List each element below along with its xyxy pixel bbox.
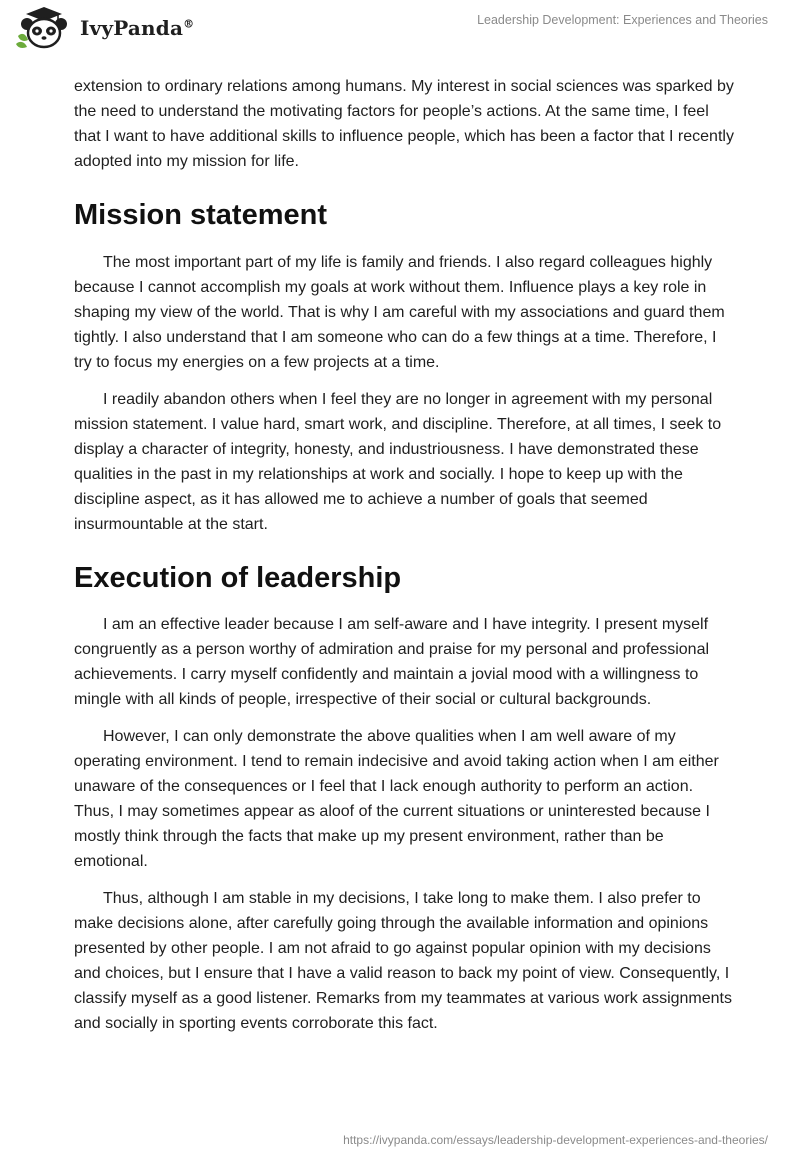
essay-content [74,70,734,1036]
logo-text: IvyPanda® [80,16,195,40]
panda-logo-icon [14,6,72,50]
paragraph: Thus, although I am stable in my decisions, I take long to make them. I also prefer to make decisions alone, after carefully going through the available information and opinions presented by other people. I am not afraid to go against popular opinion with my decisions and choices, but I ensure that I have a valid reason to back my point of view. Consequently, I classify myself as a good listener. Remarks from my teammates at various work assignments and socially in sporting events corroborate this fact. [74,890,732,1032]
paragraph: The most important part of my life is family and friends. I also regard colleagues highly because I cannot accomplish my goals at work without them. Influence plays a key role in shaping my view of the world. That is why I am careful with my associations and guard them tightly. I also understand that I am someone who can do a few things at a time. Therefore, I try to focus my energies on a few projects at a time. [74,254,725,371]
paragraph: I am an effective leader because I am self-aware and I have integrity. I present myself congruently as a person worthy of admiration and praise for my personal and professional achievements. I carry myself confidently and maintain a jovial mood with a willingness to mingle with all kinds of people, irrespective of their social or cultural backgrounds. [74,616,710,708]
document-title: Leadership Development: Experiences and Theories [477,13,768,27]
section-heading-mission: Mission statement [74,199,327,231]
section-heading-execution: Execution of leadership [74,562,402,594]
page-header [0,0,800,70]
logo[interactable] [14,6,194,50]
paragraph: I readily abandon others when I feel they are no longer in agreement with my personal mission statement. I value hard, smart work, and discipline. Therefore, at all times, I seek to display a character of integrity, honesty, and industriousness. I have demonstrated these qualities in the past in my relationships at work and socially. I hope to keep up with the discipline aspect, as it has allowed me to achieve a number of goals that seemed insurmountable at the start. [74,391,722,533]
footer-url[interactable]: https://ivypanda.com/essays/leadership-development-experiences-and-theories/ [343,1133,768,1147]
paragraph: However, I can only demonstrate the above qualities when I am well aware of my operating environment. I tend to remain indecisive and avoid taking action when I am either unaware of the consequences or I feel that I lack enough authority to perform an action. Thus, I may sometimes appear as aloof of the current situations or uninterested because I mostly think through the facts that make up my present environment, rather than be emotional. [74,728,719,870]
intro-paragraph: extension to ordinary relations among humans. My interest in social sciences was sparked by the need to understand the motivating factors for people’s actions. At the same time, I feel that I want to have additional skills to influence people, which has been a factor that I recently adopted into my mission for life. [74,78,734,170]
